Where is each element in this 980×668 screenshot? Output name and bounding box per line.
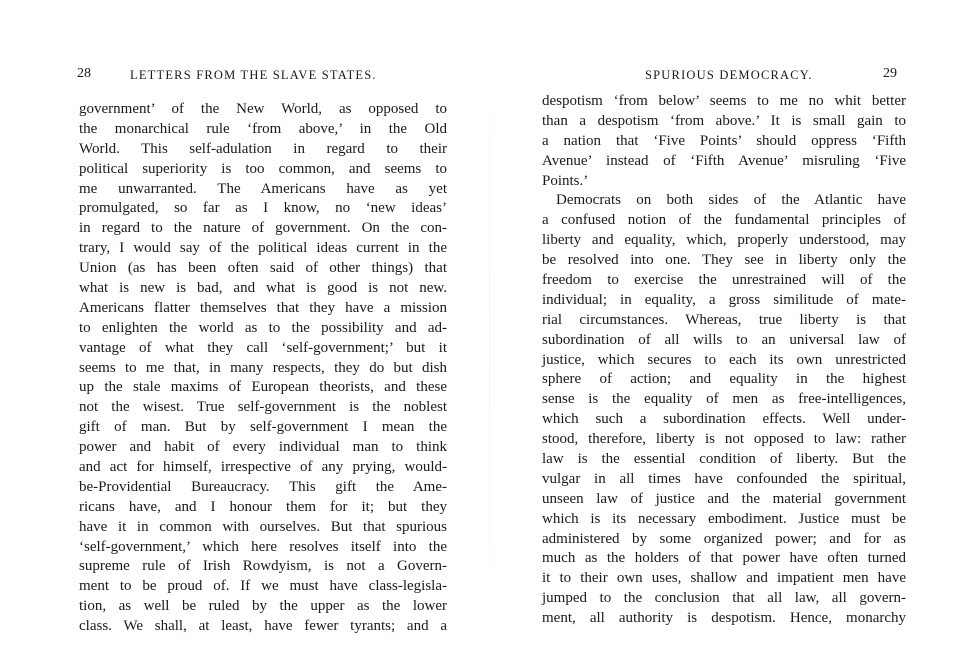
text-line: unseen law of justice and the material government	[542, 490, 906, 507]
text-line: vulgar in all times have confounded the spiritual,	[542, 470, 906, 487]
text-line: justice, which secures to each its own unrestricted	[542, 351, 906, 368]
text-line: liberty and equality, which, properly understood, may	[542, 232, 906, 249]
text-line: Points.’	[542, 172, 589, 189]
text-line: trary, I would say of the political ideas current in the	[79, 240, 447, 257]
text-line: administered by some organized power; and for as	[542, 530, 906, 547]
text-line: Americans flatter themselves that they have a mission	[79, 299, 447, 316]
text-line: me unwarranted. The Americans have as yet	[79, 180, 447, 197]
paragraph-start-line: Democrats on both sides of the Atlantic have	[556, 192, 906, 209]
text-line: up the stale maxims of European theorists, and these	[79, 379, 447, 396]
text-line: political superiority is too common, and seems to	[79, 160, 447, 177]
text-line: gift of man. But by self-government I mean the	[79, 419, 447, 436]
text-line: the monarchical rule ‘from above,’ in the Old	[79, 120, 447, 137]
text-line: not the wisest. True self-government is the noblest	[79, 399, 447, 416]
text-line: sphere of action; and equality in the highest	[542, 371, 906, 388]
text-line: than a despotism ‘from above.’ It is small gain to	[542, 112, 906, 129]
text-line: and act for himself, irrespective of any prying, would-	[79, 459, 447, 476]
text-line: ment, all authority is despotism. Hence, monarchy	[542, 610, 906, 627]
text-line: be resolved into one. They see in liberty only the	[542, 252, 906, 269]
text-line: ‘self-government,’ which here resolves itself into the	[79, 538, 447, 555]
text-line: freedom to exercise the unrestrained will of the	[542, 272, 906, 289]
text-line: tion, as well be ruled by the upper as the lower	[79, 598, 447, 615]
text-line: seems to me that, in many respects, they do but dish	[79, 359, 447, 376]
text-line: supreme rule of Irish Rowdyism, is not a Govern-	[79, 558, 447, 575]
text-line: a nation that ‘Five Points’ should oppress ‘Fifth	[542, 132, 906, 149]
text-line: power and habit of every individual man to think	[79, 439, 447, 456]
text-line: jumped to the conclusion that all law, all govern-	[542, 590, 906, 607]
page-body-text	[542, 92, 906, 629]
text-line: Union (as has been often said of other things) that	[79, 260, 447, 277]
text-line: to enlighten the world as to the possibility and ad-	[79, 319, 447, 336]
text-line: which is its necessary embodiment. Justice must be	[542, 510, 906, 527]
text-line: in regard to the nature of government. On the con-	[79, 220, 447, 237]
text-line: subordination of all wills to an universal law of	[542, 331, 906, 348]
text-line: individual; in equality, a gross similitude of mate-	[542, 291, 906, 308]
running-head: SPURIOUS DEMOCRACY.	[645, 68, 813, 82]
text-line: World. This self-adulation in regard to their	[79, 140, 447, 157]
text-line: what is new is bad, and what is good is not new.	[79, 280, 447, 297]
text-line: vantage of what they call ‘self-government;’ but it	[79, 339, 447, 356]
text-line: sense is the equality of men as free-intelligences,	[542, 391, 906, 408]
right-page	[490, 0, 980, 668]
page-number: 29	[883, 66, 897, 81]
text-line: ment to be proud of. If we must have class-legisla-	[79, 578, 447, 595]
text-line: rial circumstances. Whereas, true liberty is that	[542, 311, 906, 328]
text-line: much as the holders of that power have often turned	[542, 550, 906, 567]
page-number: 28	[77, 66, 91, 81]
text-line: ricans have, and I honour them for it; but they	[79, 498, 447, 515]
text-line: Avenue’ instead of ‘Fifth Avenue’ misruling ‘Five	[542, 152, 906, 169]
text-line: which such a subordination effects. Well under-	[542, 411, 906, 428]
page-body-text	[79, 100, 447, 637]
text-line: government’ of the New World, as opposed to	[79, 101, 447, 117]
text-line: stood, therefore, liberty is not opposed to law: rather	[542, 431, 906, 448]
text-line: have it in common with ourselves. But that spurious	[79, 518, 447, 535]
text-line: a confused notion of the fundamental principles of	[542, 212, 906, 229]
running-head: LETTERS FROM THE SLAVE STATES.	[130, 68, 377, 82]
text-line: law is the essential condition of liberty. But the	[542, 451, 906, 468]
text-line: class. We shall, at least, have fewer tyrants; and a	[79, 618, 447, 635]
text-line: despotism ‘from below’ seems to me no whit better	[542, 93, 906, 109]
text-line: be-Providential Bureaucracy. This gift the Ame-	[79, 478, 447, 495]
text-line: promulgated, so far as I know, no ‘new ideas’	[79, 200, 447, 217]
text-line: it to their own uses, shallow and impatient men have	[542, 570, 906, 587]
